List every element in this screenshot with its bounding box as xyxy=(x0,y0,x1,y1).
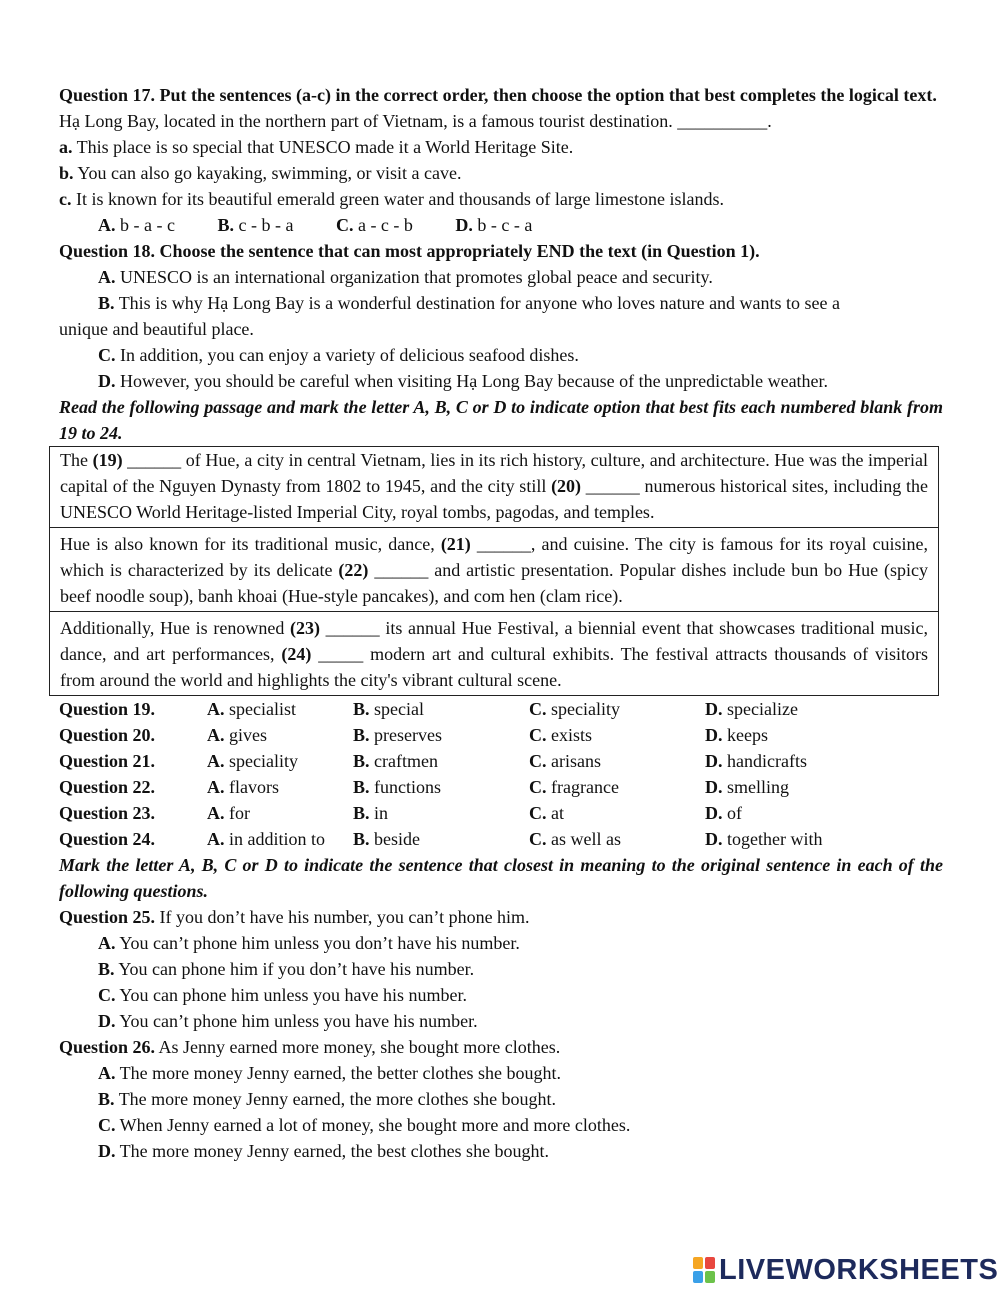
question-17-option-b[interactable]: B. c - b - a xyxy=(217,215,294,235)
question-18-option-d[interactable]: D. However, you should be careful when visiting Hạ Long Bay because of the unpredictable weather. xyxy=(98,371,829,391)
question-22-label: Question 22. xyxy=(59,777,156,797)
question-17-sentence-c: c. It is known for its beautiful emerald green water and thousands of large limestone islands. xyxy=(59,189,724,209)
question-18-option-c[interactable]: C. In addition, you can enjoy a variety of delicious seafood dishes. xyxy=(98,345,579,365)
question-26-option-b[interactable]: B. The more money Jenny earned, the more clothes she bought. xyxy=(98,1089,557,1109)
question-21-option-b[interactable]: B. craftmen xyxy=(353,751,438,771)
question-24-option-d[interactable]: D. together with xyxy=(705,829,823,849)
question-25-option-c[interactable]: C. You can phone him unless you have his number. xyxy=(98,985,467,1005)
question-23-option-b[interactable]: B. in xyxy=(353,803,389,823)
question-24-option-a[interactable]: A. in addition to xyxy=(207,829,325,849)
passage-paragraph-1: The (19) ______ of Hue, a city in central Vietnam, lies in its rich history, culture, and architecture. Hue was the imperial capital of the Nguyen Dynasty from 1802 to 1945, and the city still (20) ______ numerous historical sites, including the UNESCO World Heritage-listed Imperial City, royal tombs, pagodas, and temples. xyxy=(60,450,929,522)
question-17-option-a[interactable]: A. b - a - c xyxy=(98,215,175,235)
passage-box xyxy=(49,446,939,696)
question-18-option-b[interactable]: B. This is why Hạ Long Bay is a wonderful destination for anyone who loves nature and wants to see a xyxy=(98,293,841,313)
question-21-option-a[interactable]: A. speciality xyxy=(207,751,298,771)
question-23-option-c[interactable]: C. at xyxy=(529,803,564,823)
question-19-option-b[interactable]: B. special xyxy=(353,699,424,719)
question-25-option-b[interactable]: B. You can phone him if you don’t have his number. xyxy=(98,959,475,979)
question-17-option-c[interactable]: C. a - c - b xyxy=(335,215,413,235)
rewrite-instruction: Mark the letter A, B, C or D to indicate the sentence that closest in meaning to the original sentence in each of the following questions. xyxy=(59,855,943,901)
blank-23-label: (23) xyxy=(290,618,320,638)
liveworksheets-logo-text: LIVEWORKSHEETS xyxy=(719,1254,999,1286)
question-23-label: Question 23. xyxy=(59,803,156,823)
question-17-sentence-b: b. You can also go kayaking, swimming, or visit a cave. xyxy=(59,163,462,183)
question-26-option-c[interactable]: C. When Jenny earned a lot of money, she bought more and more clothes. xyxy=(98,1115,631,1135)
passage-paragraph-3: Additionally, Hue is renowned (23) ______ its annual Hue Festival, a biennial event that showcases traditional music, dance, and art performances, (24) _____ modern art and cultural exhibits. The festival attracts thousands of visitors from around the world and highlights the city's vibrant cultural scene. xyxy=(50,611,938,695)
question-26-option-d[interactable]: D. The more money Jenny earned, the best clothes she bought. xyxy=(98,1141,550,1161)
question-22-option-c[interactable]: C. fragrance xyxy=(529,777,619,797)
question-17-title: Question 17. Put the sentences (a-c) in the correct order, then choose the option that best completes the logical text. xyxy=(59,85,937,105)
question-21-option-d[interactable]: D. handicrafts xyxy=(705,751,807,771)
question-22-option-b[interactable]: B. functions xyxy=(353,777,442,797)
question-17-options xyxy=(59,212,943,238)
question-25-option-d[interactable]: D. You can’t phone him unless you have his number. xyxy=(98,1011,478,1031)
blank-24-label: (24) xyxy=(281,644,312,664)
question-25-option-a[interactable]: A. You can’t phone him unless you don’t have his number. xyxy=(98,933,520,953)
question-26-stem: Question 26. As Jenny earned more money, she bought more clothes. xyxy=(59,1037,561,1057)
passage-instruction: Read the following passage and mark the letter A, B, C or D to indicate option that best fits each numbered blank from 19 to 24. xyxy=(59,397,943,443)
liveworksheets-logo[interactable] xyxy=(693,1252,998,1288)
question-19-option-a[interactable]: A. specialist xyxy=(207,699,296,719)
question-20-option-a[interactable]: A. gives xyxy=(207,725,267,745)
passage-paragraph-2: Hue is also known for its traditional music, dance, (21) ______, and cuisine. The city is famous for its royal cuisine, which is characterized by its delicate (22) ______ and artistic presentation. Popular dishes include bun bo Hue (spicy beef noodle soup), banh khoai (Hue-style pancakes), and com hen (clam rice). xyxy=(50,527,938,611)
question-17-stem: Hạ Long Bay, located in the northern part of Vietnam, is a famous tourist destination. __________. xyxy=(59,111,772,131)
worksheet-page xyxy=(59,82,943,1164)
question-20-label: Question 20. xyxy=(59,725,156,745)
question-19-option-d[interactable]: D. specialize xyxy=(705,699,798,719)
question-18-option-b-continued: unique and beautiful place. xyxy=(59,319,254,339)
question-24-label: Question 24. xyxy=(59,829,156,849)
question-22-option-a[interactable]: A. flavors xyxy=(207,777,279,797)
liveworksheets-logo-icon xyxy=(693,1257,715,1283)
question-22-option-d[interactable]: D. smelling xyxy=(705,777,789,797)
question-24-option-b[interactable]: B. beside xyxy=(353,829,420,849)
question-20-option-b[interactable]: B. preserves xyxy=(353,725,442,745)
question-23-option-d[interactable]: D. of xyxy=(705,803,742,823)
blank-20-label: (20) xyxy=(551,476,582,496)
question-17-option-d[interactable]: D. b - c - a xyxy=(455,215,533,235)
question-18-option-a[interactable]: A. UNESCO is an international organization that promotes global peace and security. xyxy=(98,267,713,287)
question-18-title: Question 18. Choose the sentence that can most appropriately END the text (in Question 1). xyxy=(59,241,760,261)
question-21-option-c[interactable]: C. arisans xyxy=(529,751,601,771)
question-21-label: Question 21. xyxy=(59,751,156,771)
question-17-sentence-a: a. This place is so special that UNESCO made it a World Heritage Site. xyxy=(59,137,574,157)
answer-options-grid xyxy=(59,696,943,852)
question-24-option-c[interactable]: C. as well as xyxy=(529,829,621,849)
question-20-option-d[interactable]: D. keeps xyxy=(705,725,768,745)
question-25-stem: Question 25. If you don’t have his number, you can’t phone him. xyxy=(59,907,530,927)
question-20-option-c[interactable]: C. exists xyxy=(529,725,593,745)
blank-22-label: (22) xyxy=(338,560,369,580)
blank-21-label: (21) xyxy=(440,534,471,554)
question-26-option-a[interactable]: A. The more money Jenny earned, the better clothes she bought. xyxy=(98,1063,562,1083)
question-19-option-c[interactable]: C. speciality xyxy=(529,699,620,719)
blank-19-label: (19) xyxy=(92,450,123,470)
question-23-option-a[interactable]: A. for xyxy=(207,803,250,823)
question-19-label: Question 19. xyxy=(59,699,156,719)
